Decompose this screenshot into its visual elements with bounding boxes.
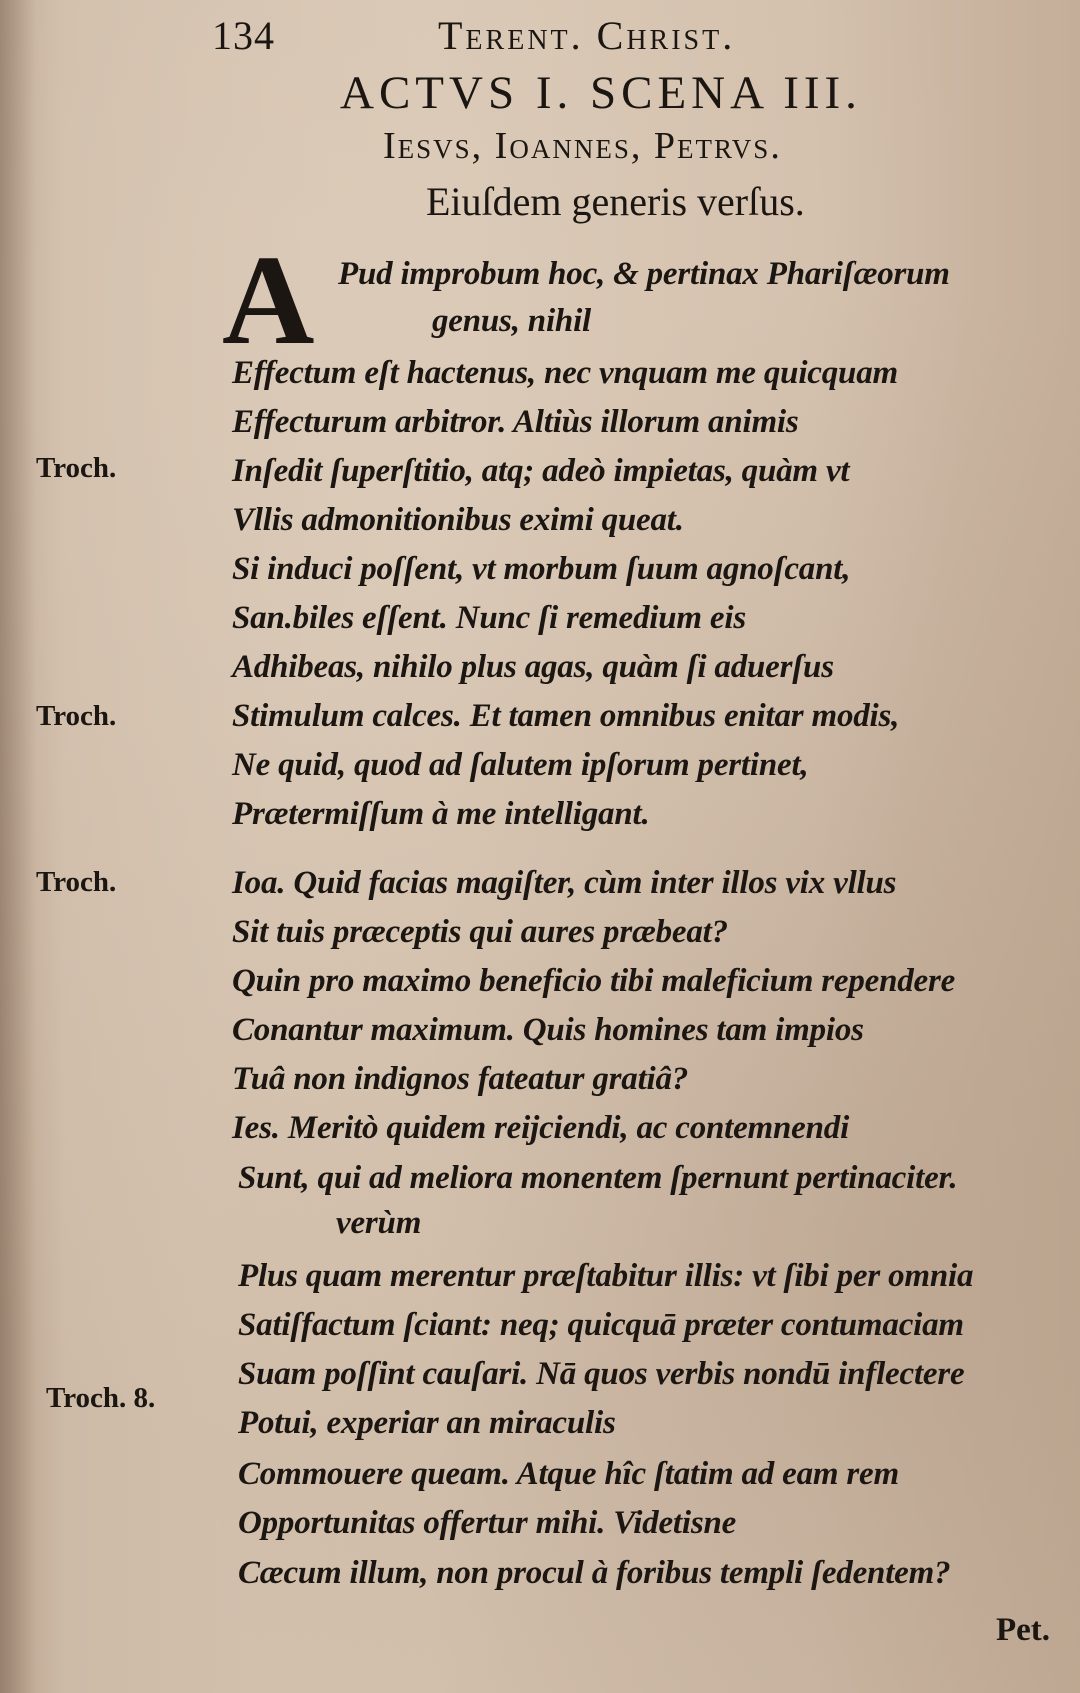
verse-line: Effecturum arbitror. Altiùs illorum animis [232, 404, 799, 440]
verse-line: Sunt, qui ad meliora monentem ſpernunt pertinaciter. [238, 1160, 958, 1196]
verse-line: Sit tuis præceptis qui aures præbeat? [232, 914, 728, 950]
page-number: 134 [212, 13, 275, 58]
margin-note: Troch. [36, 452, 117, 484]
verse-line: Stimulum calces. Et tamen omnibus enitar modis, [232, 698, 900, 734]
verse-line: genus, nihil [432, 303, 592, 339]
verse-line: Conantur maximum. Quis homines tam impios [232, 1012, 864, 1048]
verse-line: Ne quid, quod ad ſalutem ipſorum pertinet, [232, 747, 809, 783]
verse-line: Commouere queam. Atque hîc ſtatim ad eam rem [238, 1456, 899, 1492]
verse-line: Effectum eſt hactenus, nec vnquam me quicquam [232, 355, 898, 391]
verse-line: verùm [336, 1205, 422, 1241]
verse-line: Potui, experiar an miraculis [238, 1405, 616, 1441]
margin-note: Troch. [36, 866, 117, 898]
verse-line: Plus quam merentur præſtabitur illis: vt ſibi per omnia [238, 1258, 974, 1294]
margin-note: Troch. 8. [46, 1382, 156, 1414]
verse-line: Ioa. Quid facias magiſter, cùm inter illos vix vllus [232, 865, 897, 901]
page-gutter-shadow [0, 0, 36, 1693]
verse-line: Cæcum illum, non procul à foribus templi ſedentem? [238, 1555, 951, 1591]
verse-line: Quin pro maximo beneficio tibi maleficium rependere [232, 963, 956, 999]
verse-line: Prætermiſſum à me intelligant. [232, 796, 650, 832]
act-scene-heading: ACTVS I. SCENA III. [340, 67, 862, 119]
verse-line: Si induci poſſent, vt morbum ſuum agnoſcant, [232, 551, 851, 587]
verse-line: Inſedit ſuperſtitio, atq; adeò impietas, quàm vt [232, 453, 850, 489]
verse-line: Vllis admonitionibus eximi queat. [232, 502, 684, 538]
verse-line: Opportunitas offertur mihi. Videtisne [238, 1505, 737, 1541]
catchword: Pet. [995, 1612, 1050, 1648]
speakers-list: Iesvs, Ioannes, Petrvs. [383, 125, 782, 167]
verse-line: Adhibeas, nihilo plus agas, quàm ſi aduerſus [232, 649, 834, 685]
verse-line: Suam poſſint cauſari. Nā quos verbis nondū inflectere [238, 1356, 965, 1392]
margin-note: Troch. [36, 700, 117, 732]
running-title: Terent. Christ. [438, 13, 736, 58]
verse-line: Pud improbum hoc, & pertinax Phariſæorum [338, 256, 950, 292]
verse-line: Ies. Meritò quidem reijciendi, ac contemnendi [232, 1110, 850, 1146]
drop-cap-initial: A [222, 229, 315, 371]
verse-line: Satiſfactum ſciant: neq; quicquā præter contumaciam [238, 1307, 964, 1343]
verse-line: Tuâ non indignos fateatur gratiâ? [232, 1061, 689, 1097]
meter-note: Eiuſdem generis verſus. [426, 179, 805, 224]
verse-line: San.biles eſſent. Nunc ſi remedium eis [232, 600, 746, 636]
running-head [0, 10, 1080, 60]
